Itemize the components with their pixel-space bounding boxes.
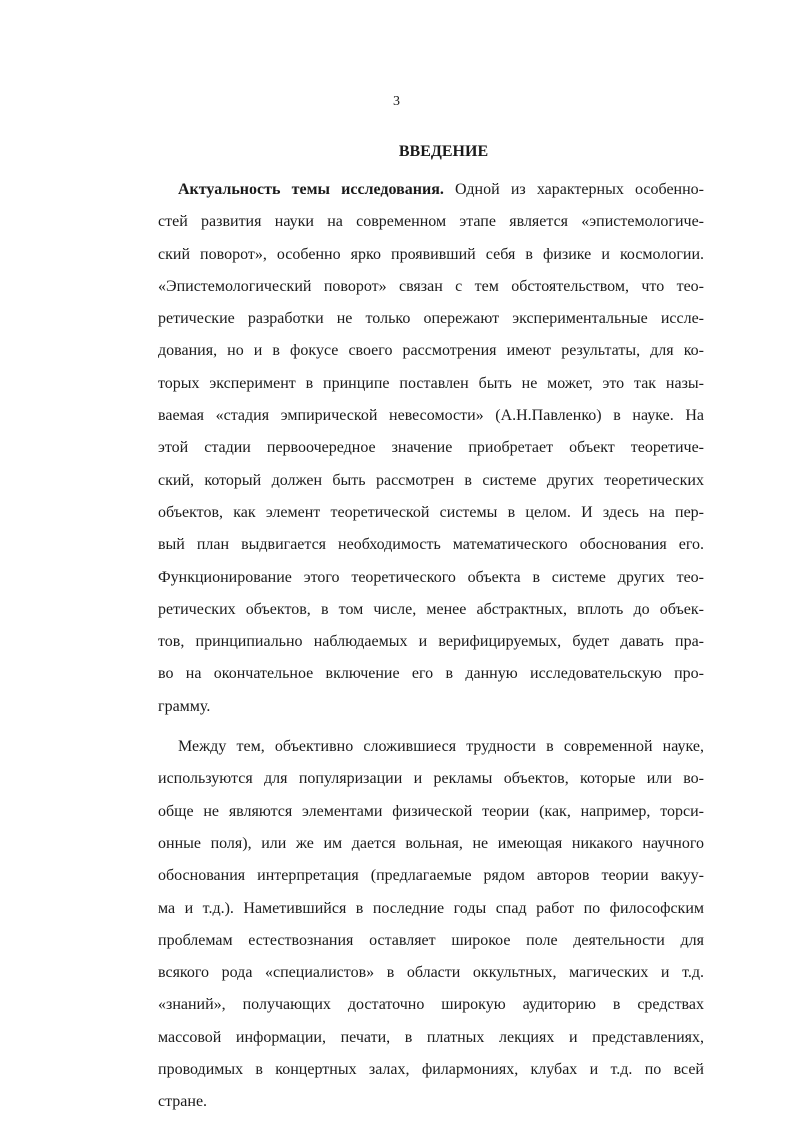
paragraph-1-line: вый план выдвигается необходимость математического обоснования его. [158, 536, 704, 554]
paragraph-1-line: Функционирование этого теоретического объекта в системе других тео- [158, 568, 704, 586]
paragraph-2-line: массовой информации, печати, в платных лекциях и представлениях, [158, 1028, 704, 1046]
paragraph-1-line: ский, который должен быть рассмотрен в системе других теоретических [158, 471, 704, 489]
paragraph-1-line: во на окончательное включение его в данную исследовательскую про- [158, 665, 704, 683]
body-text [158, 174, 704, 1119]
paragraph-2-line: обще не являются элементами физической теории (как, например, торси- [158, 802, 704, 820]
paragraph-1-line-1-text: Одной из характерных особенно- [443, 181, 705, 198]
paragraph-2-line: ма и т.д.). Наметившийся в последние годы спад работ по философским [158, 899, 704, 917]
paragraph-lead: Актуальность темы исследования. [178, 181, 444, 198]
paragraph-1-line: ретические разработки не только опережают экспериментальные иссле- [158, 310, 704, 328]
paragraph-1-line: грамму. [158, 697, 211, 715]
paragraph-2-line: проводимых в концертных залах, филармониях, клубах и т.д. по всей [158, 1061, 704, 1079]
section-title: ВВЕДЕНИЕ [398, 143, 489, 160]
paragraph-2-line: обоснования интерпретация (предлагаемые рядом авторов теории вакуу- [158, 867, 704, 885]
paragraph-2-line: «знаний», получающих достаточно широкую аудиторию в средствах [158, 996, 704, 1014]
paragraph-1-line: ваемая «стадия эмпирической невесомости» (А.Н.Павленко) в науке. На [158, 407, 704, 425]
paragraph-2-line: всякого рода «специалистов» в области оккультных, магических и т.д. [158, 964, 704, 982]
paragraph-1-line: стей развития науки на современном этапе является «эпистемологиче- [158, 213, 704, 231]
paragraph-2-line: проблемам естествознания оставляет широкое поле деятельности для [158, 931, 704, 949]
paragraph-2-line: онные поля), или же им дается вольная, не имеющая никакого научного [158, 834, 704, 852]
paragraph-1-line-1 [158, 174, 704, 206]
paragraph-1-line: объектов, как элемент теоретической системы в целом. И здесь на пер- [158, 503, 704, 521]
paragraph-1-line: тов, принципиально наблюдаемых и верифицируемых, будет давать пра- [158, 633, 704, 651]
paragraph-1-line: дования, но и в фокусе своего рассмотрения имеют результаты, для ко- [158, 342, 704, 360]
paragraph-1-line: ретических объектов, в том числе, менее абстрактных, вплоть до объек- [158, 600, 704, 618]
page-number: 3 [393, 94, 400, 109]
paragraph-1-line: «Эпистемологический поворот» связан с тем обстоятельством, что тео- [158, 277, 704, 295]
paragraph-2-line: Между тем, объективно сложившиеся трудности в современной науке, [178, 738, 704, 756]
paragraph-1-line: ский поворот», особенно ярко проявивший себя в физике и космологии. [158, 245, 704, 263]
paragraph-2-line: используются для популяризации и рекламы объектов, которые или во- [158, 770, 704, 788]
paragraph-1-line: торых эксперимент в принципе поставлен быть не может, это так назы- [158, 374, 704, 392]
paragraph-gap [158, 723, 704, 731]
paragraph-2-line: стране. [158, 1093, 208, 1111]
paragraph-1-line: этой стадии первоочередное значение приобретает объект теоретиче- [158, 439, 704, 457]
